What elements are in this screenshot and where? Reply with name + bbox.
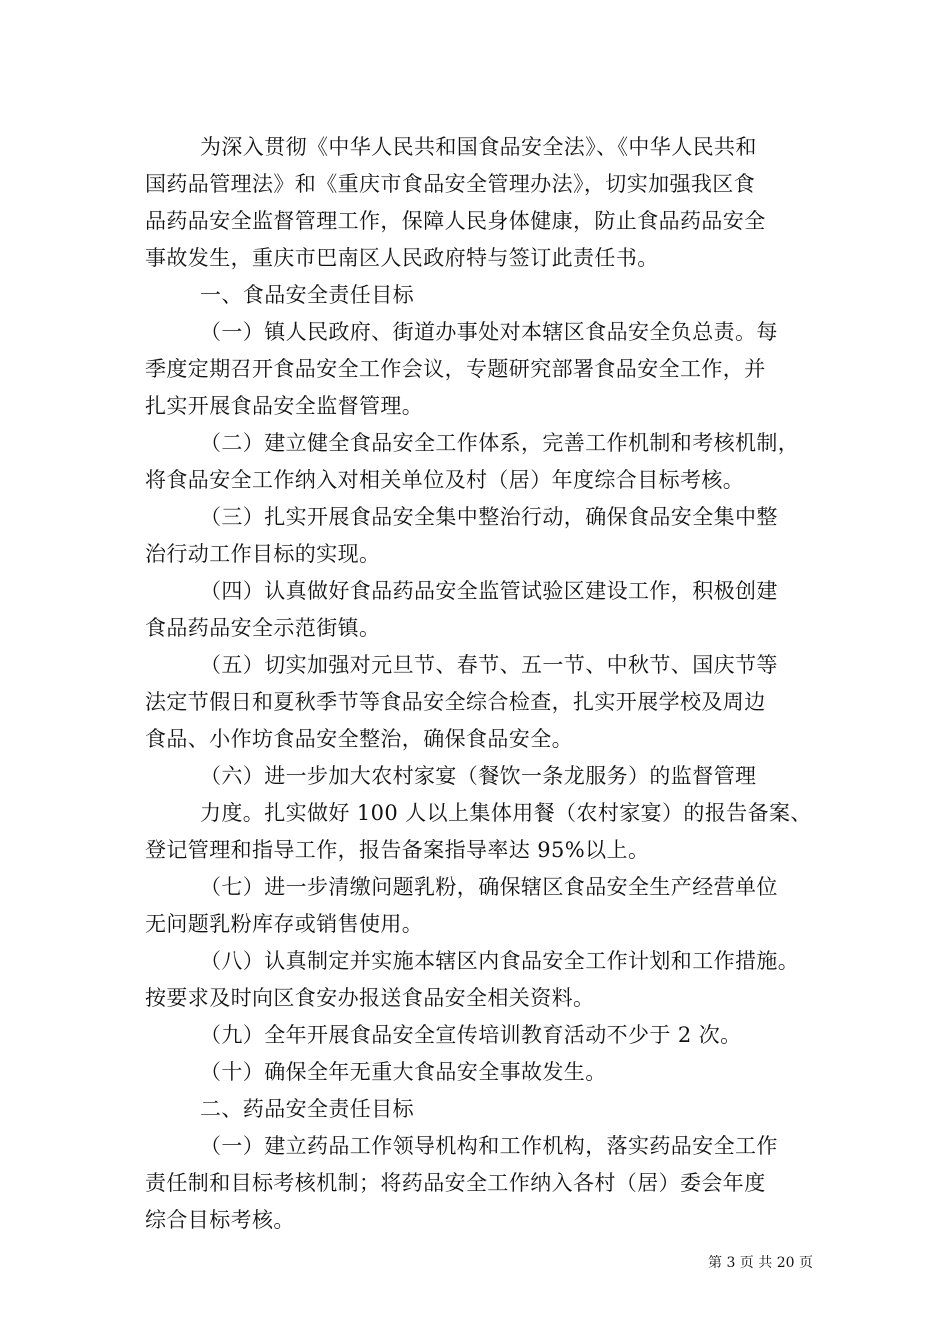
paragraph-line: （九）全年开展食品安全宣传培训教育活动不少于 2 次。 [200, 1023, 742, 1047]
paragraph-line: 法定节假日和夏秋季节等食品安全综合检查，扎实开展学校及周边 [145, 690, 766, 714]
paragraph-line: 扎实开展食品安全监督管理。 [145, 394, 424, 418]
paragraph-line: （二）建立健全食品安全工作体系，完善工作机制和考核机制， [200, 431, 800, 455]
section-heading: 二、药品安全责任目标 [200, 1097, 414, 1121]
page-number-footer: 第 3 页 共 20 页 [708, 1255, 813, 1271]
paragraph-line: （四）认真做好食品药品安全监管试验区建设工作，积极创建 [200, 579, 778, 603]
paragraph-line: （七）进一步清缴问题乳粉，确保辖区食品安全生产经营单位 [200, 875, 778, 899]
paragraph-line: （一）镇人民政府、街道办事处对本辖区食品安全负总责。每 [200, 320, 778, 344]
paragraph-line: （六）进一步加大农村家宴（餐饮一条龙服务）的监督管理 [200, 764, 757, 788]
paragraph-line: 为深入贯彻《中华人民共和国食品安全法》、《中华人民共和 [200, 135, 757, 159]
paragraph-line: 国药品管理法》和《重庆市食品安全管理办法》，切实加强我区食 [145, 172, 756, 196]
paragraph-line: （十）确保全年无重大食品安全事故发生。 [200, 1060, 607, 1084]
paragraph-line: 按要求及时向区食安办报送食品安全相关资料。 [145, 986, 595, 1010]
paragraph-line: 事故发生，重庆市巴南区人民政府特与签订此责任书。 [145, 246, 659, 270]
paragraph-line: 力度。扎实做好 100 人以上集体用餐（农村家宴）的报告备案、 [200, 801, 812, 825]
paragraph-line: 登记管理和指导工作，报告备案指导率达 95%以上。 [145, 838, 650, 862]
paragraph-line: 品药品安全监督管理工作，保障人民身体健康，防止食品药品安全 [145, 209, 766, 233]
paragraph-line: 食品药品安全示范街镇。 [145, 616, 381, 640]
paragraph-line: （五）切实加强对元旦节、春节、五一节、中秋节、国庆节等 [200, 653, 778, 677]
paragraph-line: （一）建立药品工作领导机构和工作机构，落实药品安全工作 [200, 1134, 778, 1158]
paragraph-line: （八）认真制定并实施本辖区内食品安全工作计划和工作措施。 [200, 949, 800, 973]
section-heading: 一、食品安全责任目标 [200, 283, 414, 307]
paragraph-line: 将食品安全工作纳入对相关单位及村（居）年度综合目标考核。 [145, 468, 745, 492]
paragraph-line: 综合目标考核。 [145, 1208, 295, 1232]
paragraph-line: 责任制和目标考核机制；将药品安全工作纳入各村（居）委会年度 [145, 1171, 766, 1195]
paragraph-line: （三）扎实开展食品安全集中整治行动，确保食品安全集中整 [200, 505, 778, 529]
paragraph-line: 季度定期召开食品安全工作会议，专题研究部署食品安全工作，并 [145, 357, 766, 381]
paragraph-line: 食品、小作坊食品安全整治，确保食品安全。 [145, 727, 573, 751]
paragraph-line: 无问题乳粉库存或销售使用。 [145, 912, 424, 936]
paragraph-line: 治行动工作目标的实现。 [145, 542, 381, 566]
